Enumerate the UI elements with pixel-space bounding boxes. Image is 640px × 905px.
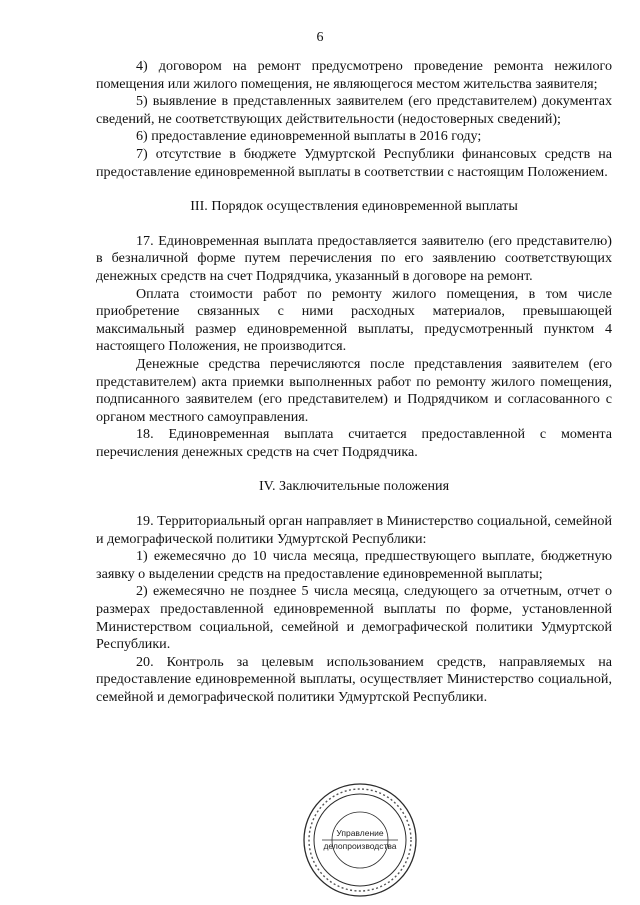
page-number: 6 [316,30,324,45]
paragraph-funds-transfer: Денежные средства перечисляются после представления заявителем (его представителем) акта приемки выполненных работ по ремонту жилого помещения, подписанного заявителем (его представителем) и Подрядчиком и согласованного с органом местного самоуправления. [96,355,612,425]
paragraph-item-4: 4) договором на ремонт предусмотрено проведение ремонта нежилого помещения или жилого помещения, не являющегося местом жительства заявителя; [96,58,612,92]
paragraph-18: 18. Единовременная выплата считается предоставленной с момента перечисления денежных средств на счет Подрядчика. [96,426,612,460]
paragraph-19: 19. Территориальный орган направляет в Министерство социальной, семейной и демографической политики Удмуртской Республики: [96,513,612,547]
paragraph-item-7: 7) отсутствие в бюджете Удмуртской Республики финансовых средств на предоставление единовременной выплаты в соответствии с настоящим Положением. [96,145,612,180]
official-stamp [300,780,420,900]
stamp-line-2: делопроизводства [323,841,397,851]
paragraph-20: 20. Контроль за целевым использованием средств, направляемых на предоставление единовременной выплаты, осуществляет Министерство социальной, семейной и демографической политики Удмуртской Республики. [96,653,612,705]
document-body [96,58,612,707]
section-4-title: IV. Заключительные положения [258,478,450,495]
paragraph-19-1: 1) ежемесячно до 10 числа месяца, предшествующего выплате, бюджетную заявку о выделении средств на предоставление единовременной выплаты; [96,548,612,582]
paragraph-17: 17. Единовременная выплата предоставляется заявителю (его представителю) в безналичной форме путем перечисления по его заявлению соответствующих денежных средств на счет Подрядчика, указанный в договоре на ремонт. [96,232,612,284]
paragraph-payment-cost: Оплата стоимости работ по ремонту жилого помещения, в том числе приобретение связанных с ними расходных материалов, превышающей максимальный размер единовременной выплаты, предусмотренный пунктом 4 настоящего Положения, не производится. [96,285,612,355]
stamp-line-1: Управление [336,828,384,838]
paragraph-19-2: 2) ежемесячно не позднее 5 числа месяца, следующего за отчетным, отчет о размерах предоставленной единовременной выплаты по форме, установленной Министерством социальной, семейной и демографической политики Удмуртской Республики. [96,583,612,653]
section-3-title: III. Порядок осуществления единовременной выплаты [190,198,518,215]
paragraph-item-6: 6) предоставление единовременной выплаты в 2016 году; [136,128,482,145]
paragraph-item-5: 5) выявление в представленных заявителем (его представителем) документах сведений, не соответствующих действительности (недостоверных сведений); [96,93,612,127]
